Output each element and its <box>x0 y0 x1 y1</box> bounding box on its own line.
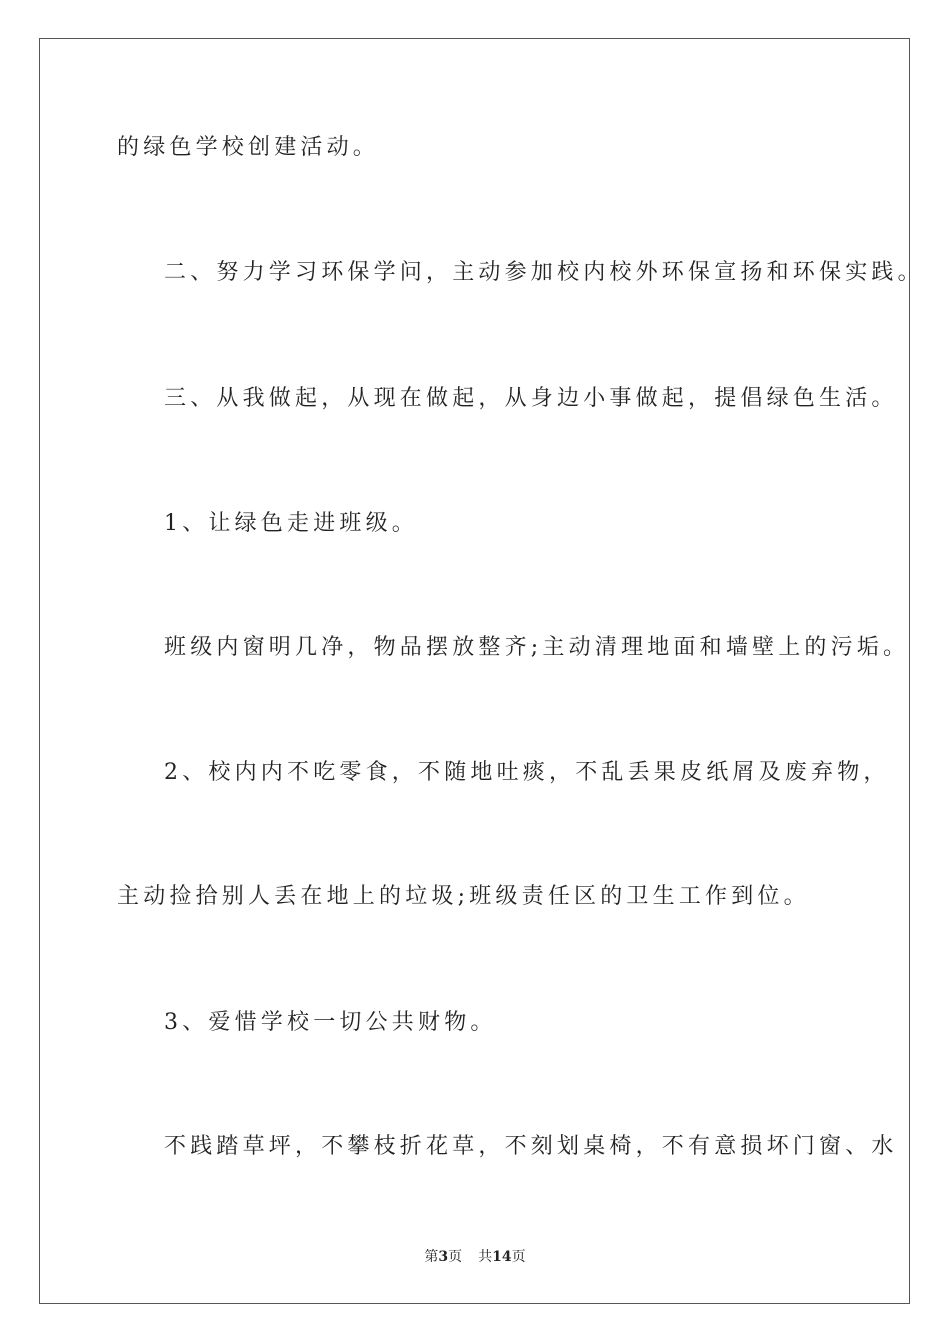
paragraph-3: 三、从我做起，从现在做起，从身边小事做起，提倡绿色生活。 <box>164 386 898 411</box>
footer-total-pages: 14 <box>492 1249 512 1265</box>
paragraph-1: 的绿色学校创建活动。 <box>117 135 380 160</box>
paragraph-8: 3、爱惜学校一切公共财物。 <box>164 1010 497 1035</box>
paragraph-7: 主动捡拾别人丢在地上的垃圾;班级责任区的卫生工作到位。 <box>117 884 810 909</box>
footer-page-suffix: 页 <box>448 1249 463 1265</box>
footer-page-prefix: 第 <box>424 1249 439 1265</box>
paragraph-4: 1、让绿色走进班级。 <box>164 511 418 536</box>
paragraph-9: 不践踏草坪，不攀枝折花草，不刻划桌椅，不有意损坏门窗、水 <box>164 1134 898 1159</box>
footer-total-suffix: 页 <box>511 1249 526 1265</box>
paragraph-2: 二、努力学习环保学问，主动参加校内校外环保宣扬和环保实践。 <box>164 260 924 285</box>
page-border <box>39 38 910 1304</box>
paragraph-6: 2、校内内不吃零食，不随地吐痰，不乱丢果皮纸屑及废弃物， <box>164 760 890 785</box>
page-footer <box>0 1247 950 1267</box>
footer-total-prefix: 共 <box>478 1249 493 1265</box>
paragraph-5: 班级内窗明几净，物品摆放整齐;主动清理地面和墙壁上的污垢。 <box>164 635 910 660</box>
footer-page-number: 3 <box>438 1249 449 1265</box>
